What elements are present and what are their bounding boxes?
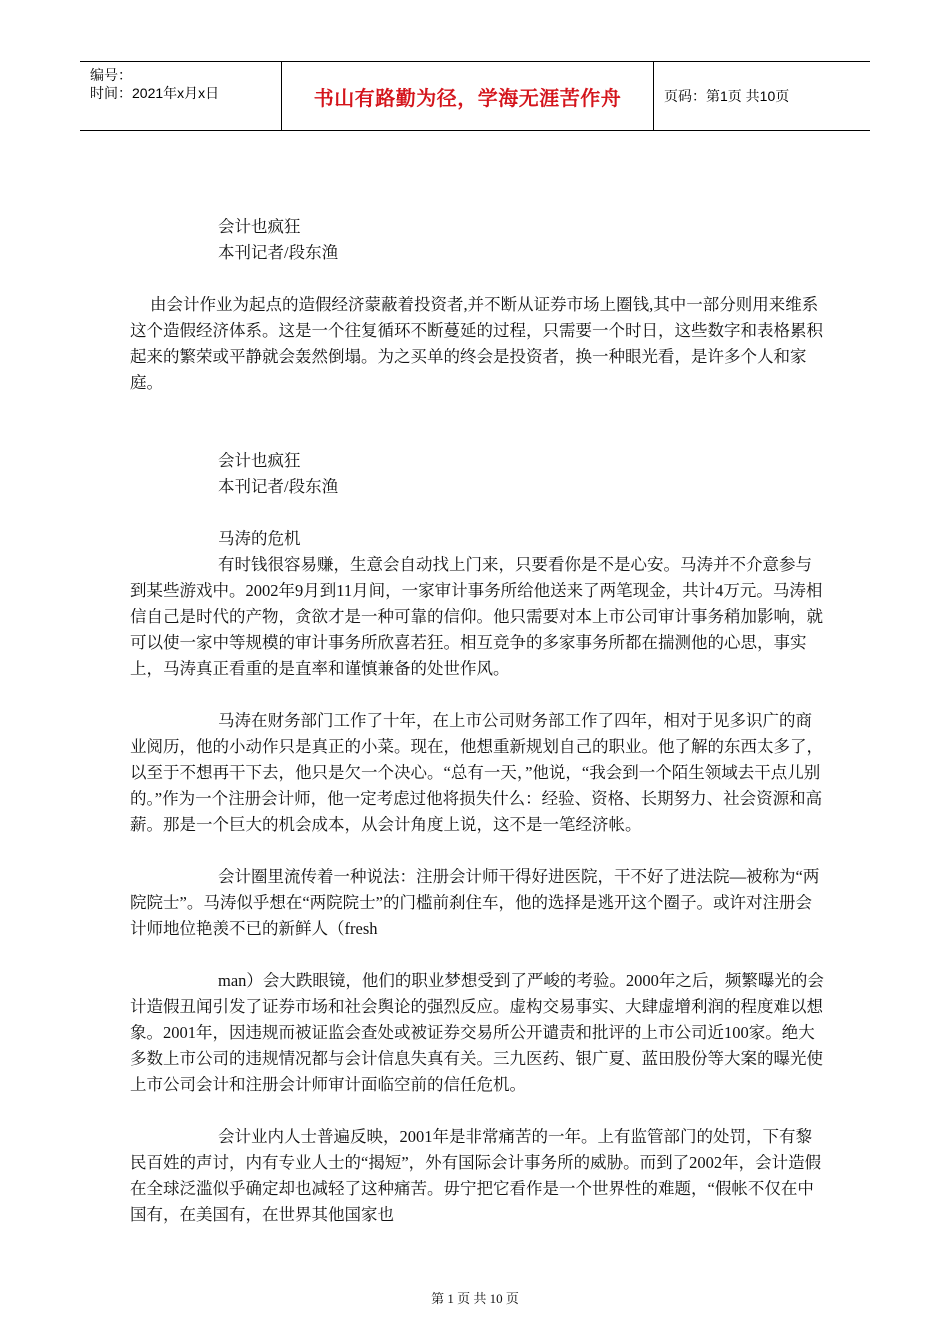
paragraph: 会计业内人士普遍反映，2001年是非常痛苦的一年。上有监管部门的处罚，下有黎民百姓的声讨，内有专业人士的“揭短”，外有国际会计事务所的威胁。而到了2002年，会计造假在全球泛滥似乎确定却也减轻了这种痛苦。毋宁把它看作是一个世界性的难题，“假帐不仅在中国有，在美国有，在世界其他国家也 [130,1127,822,1224]
header-motto-cell [282,62,654,130]
paragraph: 马涛在财务部门工作了十年，在上市公司财务部工作了四年，相对于见多识广的商业阅历，他的小动作只是真正的小菜。现在，他想重新规划自己的职业。他了解的东西太多了，以至于不想再干下去，他只是欠一个决心。“总有一天，”他说，“我会到一个陌生领域去干点儿别的。”作为一个注册会计师，他一定考虑过他将损失什么：经验、资格、长期努力、社会资源和高薪。那是一个巨大的机会成本，从会计角度上说，这不是一笔经济帐。 [130,711,823,834]
article-byline-repeat: 本刊记者/段东渔 [218,477,339,496]
page-footer: 第 1 页 共 10 页 [431,1291,519,1306]
article-lead: 由会计作业为起点的造假经济蒙蔽着投资者,并不断从证券市场上圈钱,其中一部分则用来维系这个造假经济体系。这是一个往复循环不断蔓延的过程，只需要一个时日，这些数字和表格累积起来的繁荣或平静就会轰然倒塌。为之买单的终会是投资者，换一种眼光看，是许多个人和家庭。 [130,295,823,392]
header-meta [80,62,282,130]
header-motto: 书山有路勤为径，学海无涯苦作舟 [313,85,622,110]
article-title: 会计也疯狂 [218,217,301,236]
paragraph: 会计圈里流传着一种说法：注册会计师干得好进医院，干不好了进法院—被称为“两院院士”。马涛似乎想在“两院院士”的门槛前刹住车，他的选择是逃开这个圈子。或许对注册会计师地位艳羡不已的新鲜人（fresh [130,867,820,938]
doc-number-label: 编号： [90,67,132,83]
article-body [130,214,826,1228]
header-page-cell [654,62,870,130]
paragraph: man）会大跌眼镜，他们的职业梦想受到了严峻的考验。2000年之后，频繁曝光的会计造假丑闻引发了证券市场和社会舆论的强烈反应。虚构交易事实、大肆虚增利润的程度难以想象。2001年，因违规而被证监会查处或被证券交易所公开谴责和批评的上市公司近100家。绝大多数上市公司的违规情况都与会计信息失真有关。三九医药、银广夏、蓝田股份等大案的曝光使上市公司会计和注册会计师审计面临空前的信任危机。 [130,971,824,1094]
page-header [80,61,870,131]
header-page-code: 页码：第1页 共10页 [664,88,790,104]
article-title-repeat: 会计也疯狂 [218,451,301,470]
paragraph: 有时钱很容易赚，生意会自动找上门来，只要看你是不是心安。马涛并不介意参与到某些游戏中。2002年9月到11月间，一家审计事务所给他送来了两笔现金，共计4万元。马涛相信自己是时代的产物，贪欲才是一种可靠的信仰。他只需要对本上市公司审计事务稍加影响，就可以使一家中等规模的审计事务所欣喜若狂。相互竞争的多家事务所都在揣测他的心思，事实上，马涛真正看重的是直率和谨慎兼备的处世作风。 [130,555,823,678]
article-byline: 本刊记者/段东渔 [218,243,339,262]
section-heading: 马涛的危机 [218,529,301,548]
doc-time-label: 时间：2021年x月x日 [90,85,220,101]
